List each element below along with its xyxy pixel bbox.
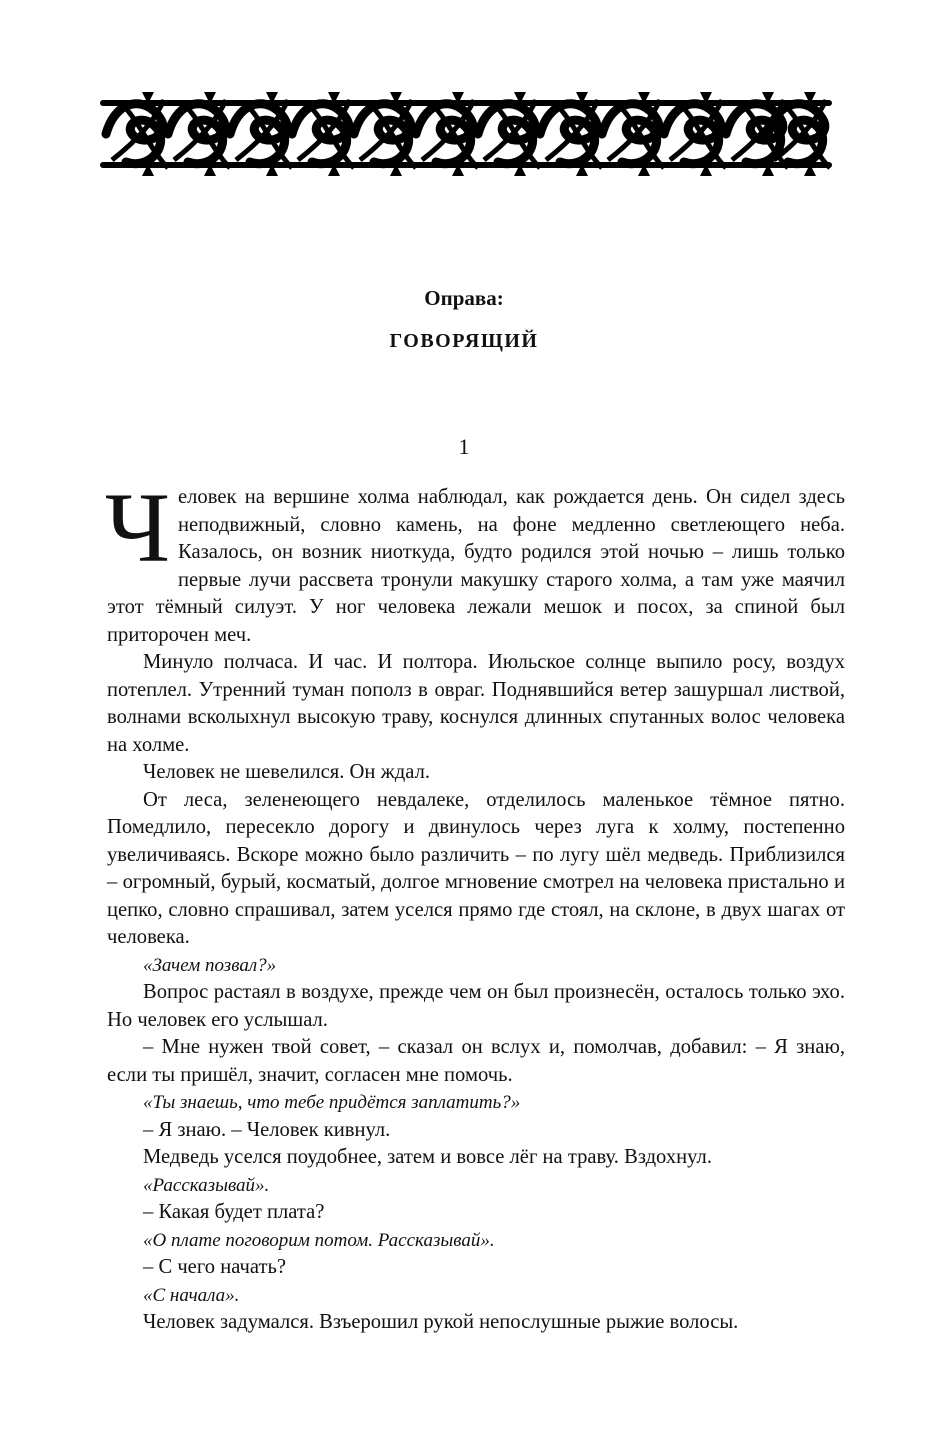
paragraph-italic: «Рассказывай».	[143, 1174, 270, 1196]
paragraph: – Какая будет плата?	[143, 1201, 325, 1223]
paragraph: Человек не шевелился. Он ждал.	[143, 761, 431, 783]
paragraph-italic: «С начала».	[143, 1284, 240, 1306]
section-title: Оправа:	[424, 286, 504, 310]
paragraph-italic: «Ты знаешь, что тебе придётся заплатить?»	[143, 1092, 521, 1113]
paragraph: – Я знаю. – Человек кивнул.	[143, 1118, 391, 1141]
section-subtitle: ГОВОРЯЩИЙ	[389, 330, 539, 352]
paragraph-italic: «Зачем позвал?»	[143, 954, 277, 976]
paragraph: От леса, зеленеющего невдалеке, отделилось маленькое тёмное пятно. Помедлило, пересекло дорогу и двинулось через луга к холму, постепенно увеличиваясь. Вскоре можно было различить – по лугу шёл медведь. Приблизился – огромный, бурый, косматый, долгое мгновение смотрел на человека пристально и цепко, словно спрашивал, затем уселся прямо где стоял, на склоне, в двух шагах от человека.	[107, 788, 845, 948]
celtic-knot-ornament	[96, 90, 836, 178]
paragraph-text: еловек на вершине холма наблюдал, как рождается день. Он сидел здесь неподвижный, словно камень, на фоне медленно светлеющего неба. Казалось, он возник ниоткуда, будто родился этой ночью – лишь только первые лучи рассвета тронули макушку старого холма, а там уже маячил этот тёмный силуэт. У ног человека лежали мешок и посох, за спиной был приторочен меч.	[107, 486, 845, 646]
paragraph: – Мне нужен твой совет, – сказал он вслух и, помолчав, добавил: – Я знаю, если ты пришёл, значит, согласен мне помочь.	[107, 1036, 845, 1086]
body-text	[105, 472, 845, 1337]
paragraph: Вопрос растаял в воздухе, прежде чем он был произнесён, осталось только эхо. Но человек его услышал.	[107, 981, 845, 1031]
paragraph: Человек задумался. Взъерошил рукой непослушные рыжие волосы.	[143, 1311, 739, 1333]
paragraph-italic: «О плате поговорим потом. Рассказывай».	[143, 1229, 495, 1251]
chapter-number: 1	[458, 434, 470, 459]
drop-cap: Ч	[105, 472, 170, 583]
paragraph: Минуло полчаса. И час. И полтора. Июльское солнце выпило росу, воздух потеплел. Утренний туман пополз в овраг. Поднявшийся ветер зашуршал листвой, волнами всколыхнул высокую траву, коснулся длинных спутанных волос человека на холме.	[107, 651, 845, 756]
paragraph: – С чего начать?	[143, 1256, 287, 1278]
paragraph: Медведь уселся поудобнее, затем и вовсе лёг на траву. Вздохнул.	[143, 1146, 712, 1168]
paragraph	[105, 472, 845, 649]
